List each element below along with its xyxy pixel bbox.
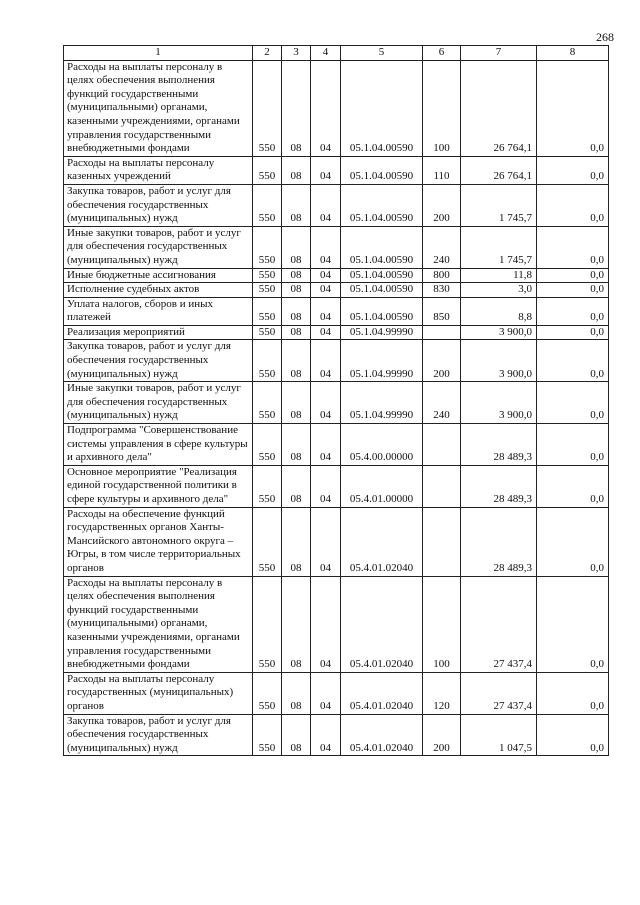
budget-table	[63, 45, 609, 756]
amount-secondary-cell: 0,0	[537, 156, 609, 184]
amount-secondary-cell: 0,0	[537, 465, 609, 507]
section-code-cell: 08	[282, 60, 311, 156]
ministry-code-cell: 550	[253, 156, 282, 184]
ministry-code-cell: 550	[253, 60, 282, 156]
ministry-code-cell: 550	[253, 576, 282, 672]
subsection-code-cell: 04	[311, 465, 341, 507]
expense-name-cell: Закупка товаров, работ и услуг для обеспечения государственных (муниципальных) нужд	[64, 184, 253, 226]
ministry-code-cell: 550	[253, 268, 282, 283]
amount-secondary-cell: 0,0	[537, 297, 609, 325]
target-article-code-cell: 05.4.00.00000	[341, 424, 423, 466]
ministry-code-cell: 550	[253, 465, 282, 507]
column-header-5: 5	[341, 46, 423, 61]
section-code-cell: 08	[282, 184, 311, 226]
subsection-code-cell: 04	[311, 340, 341, 382]
section-code-cell: 08	[282, 672, 311, 714]
target-article-code-cell: 05.1.04.00590	[341, 268, 423, 283]
target-article-code-cell: 05.1.04.99990	[341, 382, 423, 424]
expense-type-code-cell: 100	[423, 60, 461, 156]
amount-secondary-cell: 0,0	[537, 382, 609, 424]
expense-type-code-cell: 240	[423, 382, 461, 424]
expense-type-code-cell: 240	[423, 226, 461, 268]
expense-name-cell: Иные закупки товаров, работ и услуг для обеспечения государственных (муниципальных) нужд	[64, 226, 253, 268]
section-code-cell: 08	[282, 507, 311, 576]
expense-type-code-cell	[423, 507, 461, 576]
section-code-cell: 08	[282, 226, 311, 268]
expense-type-code-cell: 850	[423, 297, 461, 325]
expense-type-code-cell: 110	[423, 156, 461, 184]
expense-name-cell: Расходы на выплаты персоналу в целях обеспечения выполнения функций государственными (муниципальными) органами, казенными учреждениями, органами управления государственными внебюджетными фондами	[64, 576, 253, 672]
section-code-cell: 08	[282, 297, 311, 325]
expense-name-cell: Закупка товаров, работ и услуг для обеспечения государственных (муниципальных) нужд	[64, 340, 253, 382]
table-row	[64, 283, 609, 298]
amount-secondary-cell: 0,0	[537, 576, 609, 672]
amount-secondary-cell: 0,0	[537, 714, 609, 756]
table-header	[64, 46, 609, 61]
amount-cell: 1 047,5	[461, 714, 537, 756]
ministry-code-cell: 550	[253, 424, 282, 466]
expense-name-cell: Расходы на выплаты персоналу в целях обеспечения выполнения функций государственными (муниципальными) органами, казенными учреждениями, органами управления государственными внебюджетными фондами	[64, 60, 253, 156]
subsection-code-cell: 04	[311, 714, 341, 756]
amount-cell: 26 764,1	[461, 60, 537, 156]
subsection-code-cell: 04	[311, 60, 341, 156]
table-row	[64, 714, 609, 756]
target-article-code-cell: 05.1.04.00590	[341, 297, 423, 325]
table-row	[64, 325, 609, 340]
amount-cell: 1 745,7	[461, 226, 537, 268]
table-row	[64, 424, 609, 466]
subsection-code-cell: 04	[311, 184, 341, 226]
subsection-code-cell: 04	[311, 576, 341, 672]
header-row	[64, 46, 609, 61]
expense-type-code-cell	[423, 465, 461, 507]
section-code-cell: 08	[282, 156, 311, 184]
amount-cell: 3 900,0	[461, 382, 537, 424]
expense-name-cell: Исполнение судебных актов	[64, 283, 253, 298]
target-article-code-cell: 05.4.01.02040	[341, 507, 423, 576]
column-header-6: 6	[423, 46, 461, 61]
amount-secondary-cell: 0,0	[537, 424, 609, 466]
target-article-code-cell: 05.4.01.02040	[341, 576, 423, 672]
column-header-3: 3	[282, 46, 311, 61]
expense-type-code-cell: 200	[423, 340, 461, 382]
subsection-code-cell: 04	[311, 156, 341, 184]
table-row	[64, 268, 609, 283]
section-code-cell: 08	[282, 325, 311, 340]
section-code-cell: 08	[282, 576, 311, 672]
amount-secondary-cell: 0,0	[537, 184, 609, 226]
column-header-1: 1	[64, 46, 253, 61]
ministry-code-cell: 550	[253, 297, 282, 325]
ministry-code-cell: 550	[253, 283, 282, 298]
amount-cell: 28 489,3	[461, 507, 537, 576]
column-header-7: 7	[461, 46, 537, 61]
target-article-code-cell: 05.1.04.00590	[341, 184, 423, 226]
amount-secondary-cell: 0,0	[537, 226, 609, 268]
section-code-cell: 08	[282, 714, 311, 756]
amount-cell: 8,8	[461, 297, 537, 325]
ministry-code-cell: 550	[253, 325, 282, 340]
amount-cell: 11,8	[461, 268, 537, 283]
target-article-code-cell: 05.1.04.00590	[341, 226, 423, 268]
ministry-code-cell: 550	[253, 672, 282, 714]
expense-name-cell: Реализация мероприятий	[64, 325, 253, 340]
subsection-code-cell: 04	[311, 325, 341, 340]
subsection-code-cell: 04	[311, 672, 341, 714]
table-row	[64, 60, 609, 156]
amount-cell: 28 489,3	[461, 465, 537, 507]
expense-type-code-cell: 830	[423, 283, 461, 298]
expense-name-cell: Расходы на выплаты персоналу государственных (муниципальных) органов	[64, 672, 253, 714]
subsection-code-cell: 04	[311, 226, 341, 268]
subsection-code-cell: 04	[311, 424, 341, 466]
amount-secondary-cell: 0,0	[537, 283, 609, 298]
subsection-code-cell: 04	[311, 382, 341, 424]
amount-cell: 3 900,0	[461, 325, 537, 340]
target-article-code-cell: 05.4.01.02040	[341, 672, 423, 714]
expense-name-cell: Расходы на выплаты персоналу казенных учреждений	[64, 156, 253, 184]
section-code-cell: 08	[282, 382, 311, 424]
amount-secondary-cell: 0,0	[537, 268, 609, 283]
table-row	[64, 340, 609, 382]
section-code-cell: 08	[282, 283, 311, 298]
ministry-code-cell: 550	[253, 507, 282, 576]
expense-name-cell: Иные закупки товаров, работ и услуг для обеспечения государственных (муниципальных) нужд	[64, 382, 253, 424]
subsection-code-cell: 04	[311, 283, 341, 298]
ministry-code-cell: 550	[253, 226, 282, 268]
table-row	[64, 672, 609, 714]
table-row	[64, 382, 609, 424]
target-article-code-cell: 05.4.01.00000	[341, 465, 423, 507]
table-row	[64, 297, 609, 325]
expense-type-code-cell: 800	[423, 268, 461, 283]
section-code-cell: 08	[282, 340, 311, 382]
expense-name-cell: Уплата налогов, сборов и иных платежей	[64, 297, 253, 325]
target-article-code-cell: 05.4.01.02040	[341, 714, 423, 756]
column-header-2: 2	[253, 46, 282, 61]
section-code-cell: 08	[282, 424, 311, 466]
section-code-cell: 08	[282, 465, 311, 507]
expense-name-cell: Основное мероприятие "Реализация единой государственной политики в сфере культуры и архивного дела"	[64, 465, 253, 507]
expense-type-code-cell: 100	[423, 576, 461, 672]
ministry-code-cell: 550	[253, 382, 282, 424]
table-row	[64, 226, 609, 268]
ministry-code-cell: 550	[253, 714, 282, 756]
expense-type-code-cell: 200	[423, 714, 461, 756]
page-number: 268	[596, 30, 614, 44]
expense-name-cell: Расходы на обеспечение функций государственных органов Ханты-Мансийского автономного округа – Югры, в том числе территориальных органов	[64, 507, 253, 576]
amount-secondary-cell: 0,0	[537, 507, 609, 576]
amount-secondary-cell: 0,0	[537, 672, 609, 714]
amount-cell: 1 745,7	[461, 184, 537, 226]
target-article-code-cell: 05.1.04.99990	[341, 325, 423, 340]
column-header-8: 8	[537, 46, 609, 61]
amount-secondary-cell: 0,0	[537, 325, 609, 340]
amount-cell: 28 489,3	[461, 424, 537, 466]
table-row	[64, 184, 609, 226]
amount-secondary-cell: 0,0	[537, 340, 609, 382]
amount-cell: 27 437,4	[461, 672, 537, 714]
target-article-code-cell: 05.1.04.99990	[341, 340, 423, 382]
subsection-code-cell: 04	[311, 297, 341, 325]
subsection-code-cell: 04	[311, 507, 341, 576]
amount-cell: 3,0	[461, 283, 537, 298]
expense-type-code-cell: 200	[423, 184, 461, 226]
ministry-code-cell: 550	[253, 340, 282, 382]
section-code-cell: 08	[282, 268, 311, 283]
table-row	[64, 576, 609, 672]
column-header-4: 4	[311, 46, 341, 61]
amount-cell: 26 764,1	[461, 156, 537, 184]
expense-name-cell: Иные бюджетные ассигнования	[64, 268, 253, 283]
target-article-code-cell: 05.1.04.00590	[341, 283, 423, 298]
amount-cell: 3 900,0	[461, 340, 537, 382]
expense-type-code-cell	[423, 325, 461, 340]
expense-type-code-cell	[423, 424, 461, 466]
amount-secondary-cell: 0,0	[537, 60, 609, 156]
table-row	[64, 156, 609, 184]
table-row	[64, 507, 609, 576]
subsection-code-cell: 04	[311, 268, 341, 283]
table-row	[64, 465, 609, 507]
target-article-code-cell: 05.1.04.00590	[341, 156, 423, 184]
amount-cell: 27 437,4	[461, 576, 537, 672]
expense-type-code-cell: 120	[423, 672, 461, 714]
ministry-code-cell: 550	[253, 184, 282, 226]
expense-name-cell: Подпрограмма "Совершенствование системы управления в сфере культуры и архивного дела"	[64, 424, 253, 466]
table-body	[64, 60, 609, 756]
expense-name-cell: Закупка товаров, работ и услуг для обеспечения государственных (муниципальных) нужд	[64, 714, 253, 756]
target-article-code-cell: 05.1.04.00590	[341, 60, 423, 156]
